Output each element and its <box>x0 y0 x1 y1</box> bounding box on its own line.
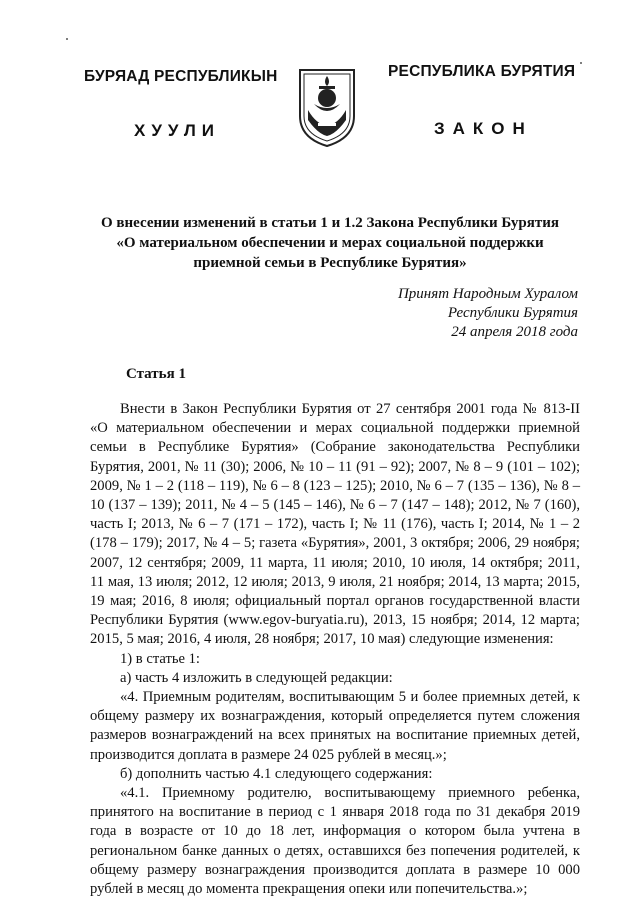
article-heading: Статья 1 <box>126 366 186 382</box>
paragraph: а) часть 4 изложить в следующей редакции: <box>120 669 393 686</box>
header-left-top: БУРЯАД РЕСПУБЛИКЫН <box>84 68 278 85</box>
adoption-date: 24 апреля 2018 года <box>451 324 578 340</box>
adoption-line-1: Принят Народным Хуралом <box>397 286 578 302</box>
header-left-bottom: ХУУЛИ <box>134 121 220 140</box>
adoption-note <box>398 285 578 342</box>
buryatia-coat-of-arms-icon <box>296 64 358 148</box>
paragraph: «4.1. Приемному родителю, воспитывающему приемного ребенка, принятого на воспитание в период с 1 января 2018 года по 31 декабря 2019 года в возрасте от 10 до 18 лет, информация о котором была учтена в региональном банке данных о детях, оставшихся без попечения родителей, к общему размеру вознаграждения производится доплата в размере 10 000 рублей в месяц до момента прекращения опеки или попечительства.»; <box>90 785 580 898</box>
title-line-2: «О материальном обеспечении и мерах социальной поддержки <box>116 235 544 251</box>
header-right-top: РЕСПУБЛИКА БУРЯТИЯ <box>388 63 576 80</box>
paragraph: б) дополнить частью 4.1 следующего содержания: <box>120 765 433 782</box>
title-line-3: приемной семьи в Республике Бурятия» <box>193 255 467 271</box>
paragraph: Внести в Закон Республики Бурятия от 27 сентября 2001 года № 813-II «О материальном обеспечении и мерах социальной поддержки приемной семьи в Республике Бурятия» (Собрание законодательства Республики Бурятия, 2001, № 11 (30); 2006, № 10 – 11 (91 – 92); 2007, № 8 – 9 (101 – 102); 2009, № 1 – 2 (118 – 119), № 6 – 8 (123 – 125); 2010, № 6 – 7 (135 – 136), № 8 – 10 (137 – 139); 2011, № 4 – 5 (145 – 146), № 6 – 7 (147 – 148); 2012, № 7 (160), часть I; 2013, № 6 – 7 (171 – 172), часть I; № 11 (176), часть I; 2014, № 1 – 2 (178 – 179); 2017, № 4 – 5; газета «Бурятия», 2001, 3 октября; 2006, 29 ноября; 2007, 12 сентября; 2009, 11 марта, 11 июля; 2010, 10 июля, 14 октября; 2011, 11 мая, 13 июля; 2012, 12 июля; 2013, 9 июля, 21 ноября; 2014, 13 марта; 2015, 19 мая; 2016, 8 июля; официальный портал органов государственной власти Республики Бурятия (www.egov-buryatia.ru), 2013, 15 ноября; 2014, 12 марта; 2015, 5 мая; 2016, 4 июля, 28 ноября; 2017, 10 мая) следующие изменения: <box>90 401 580 648</box>
header-right-bottom: ЗАКОН <box>434 119 533 138</box>
title-line-1: О внесении изменений в статьи 1 и 1.2 Закона Республики Бурятия <box>100 215 559 231</box>
scan-speck <box>66 38 68 40</box>
adoption-line-2: Республики Бурятия <box>447 305 578 321</box>
paragraph: 1) в статье 1: <box>120 650 200 667</box>
paragraph: «4. Приемным родителям, воспитывающим 5 и более приемных детей, к общему размеру их вознаграждения, который определяется путем сложения размеров вознаграждений на всех принятых на воспитание приемных детей, производится доплата в размере 24 025 рублей в месяц.»; <box>90 689 580 763</box>
scan-speck <box>580 62 582 64</box>
article-body <box>90 400 580 899</box>
document-title <box>90 213 570 273</box>
